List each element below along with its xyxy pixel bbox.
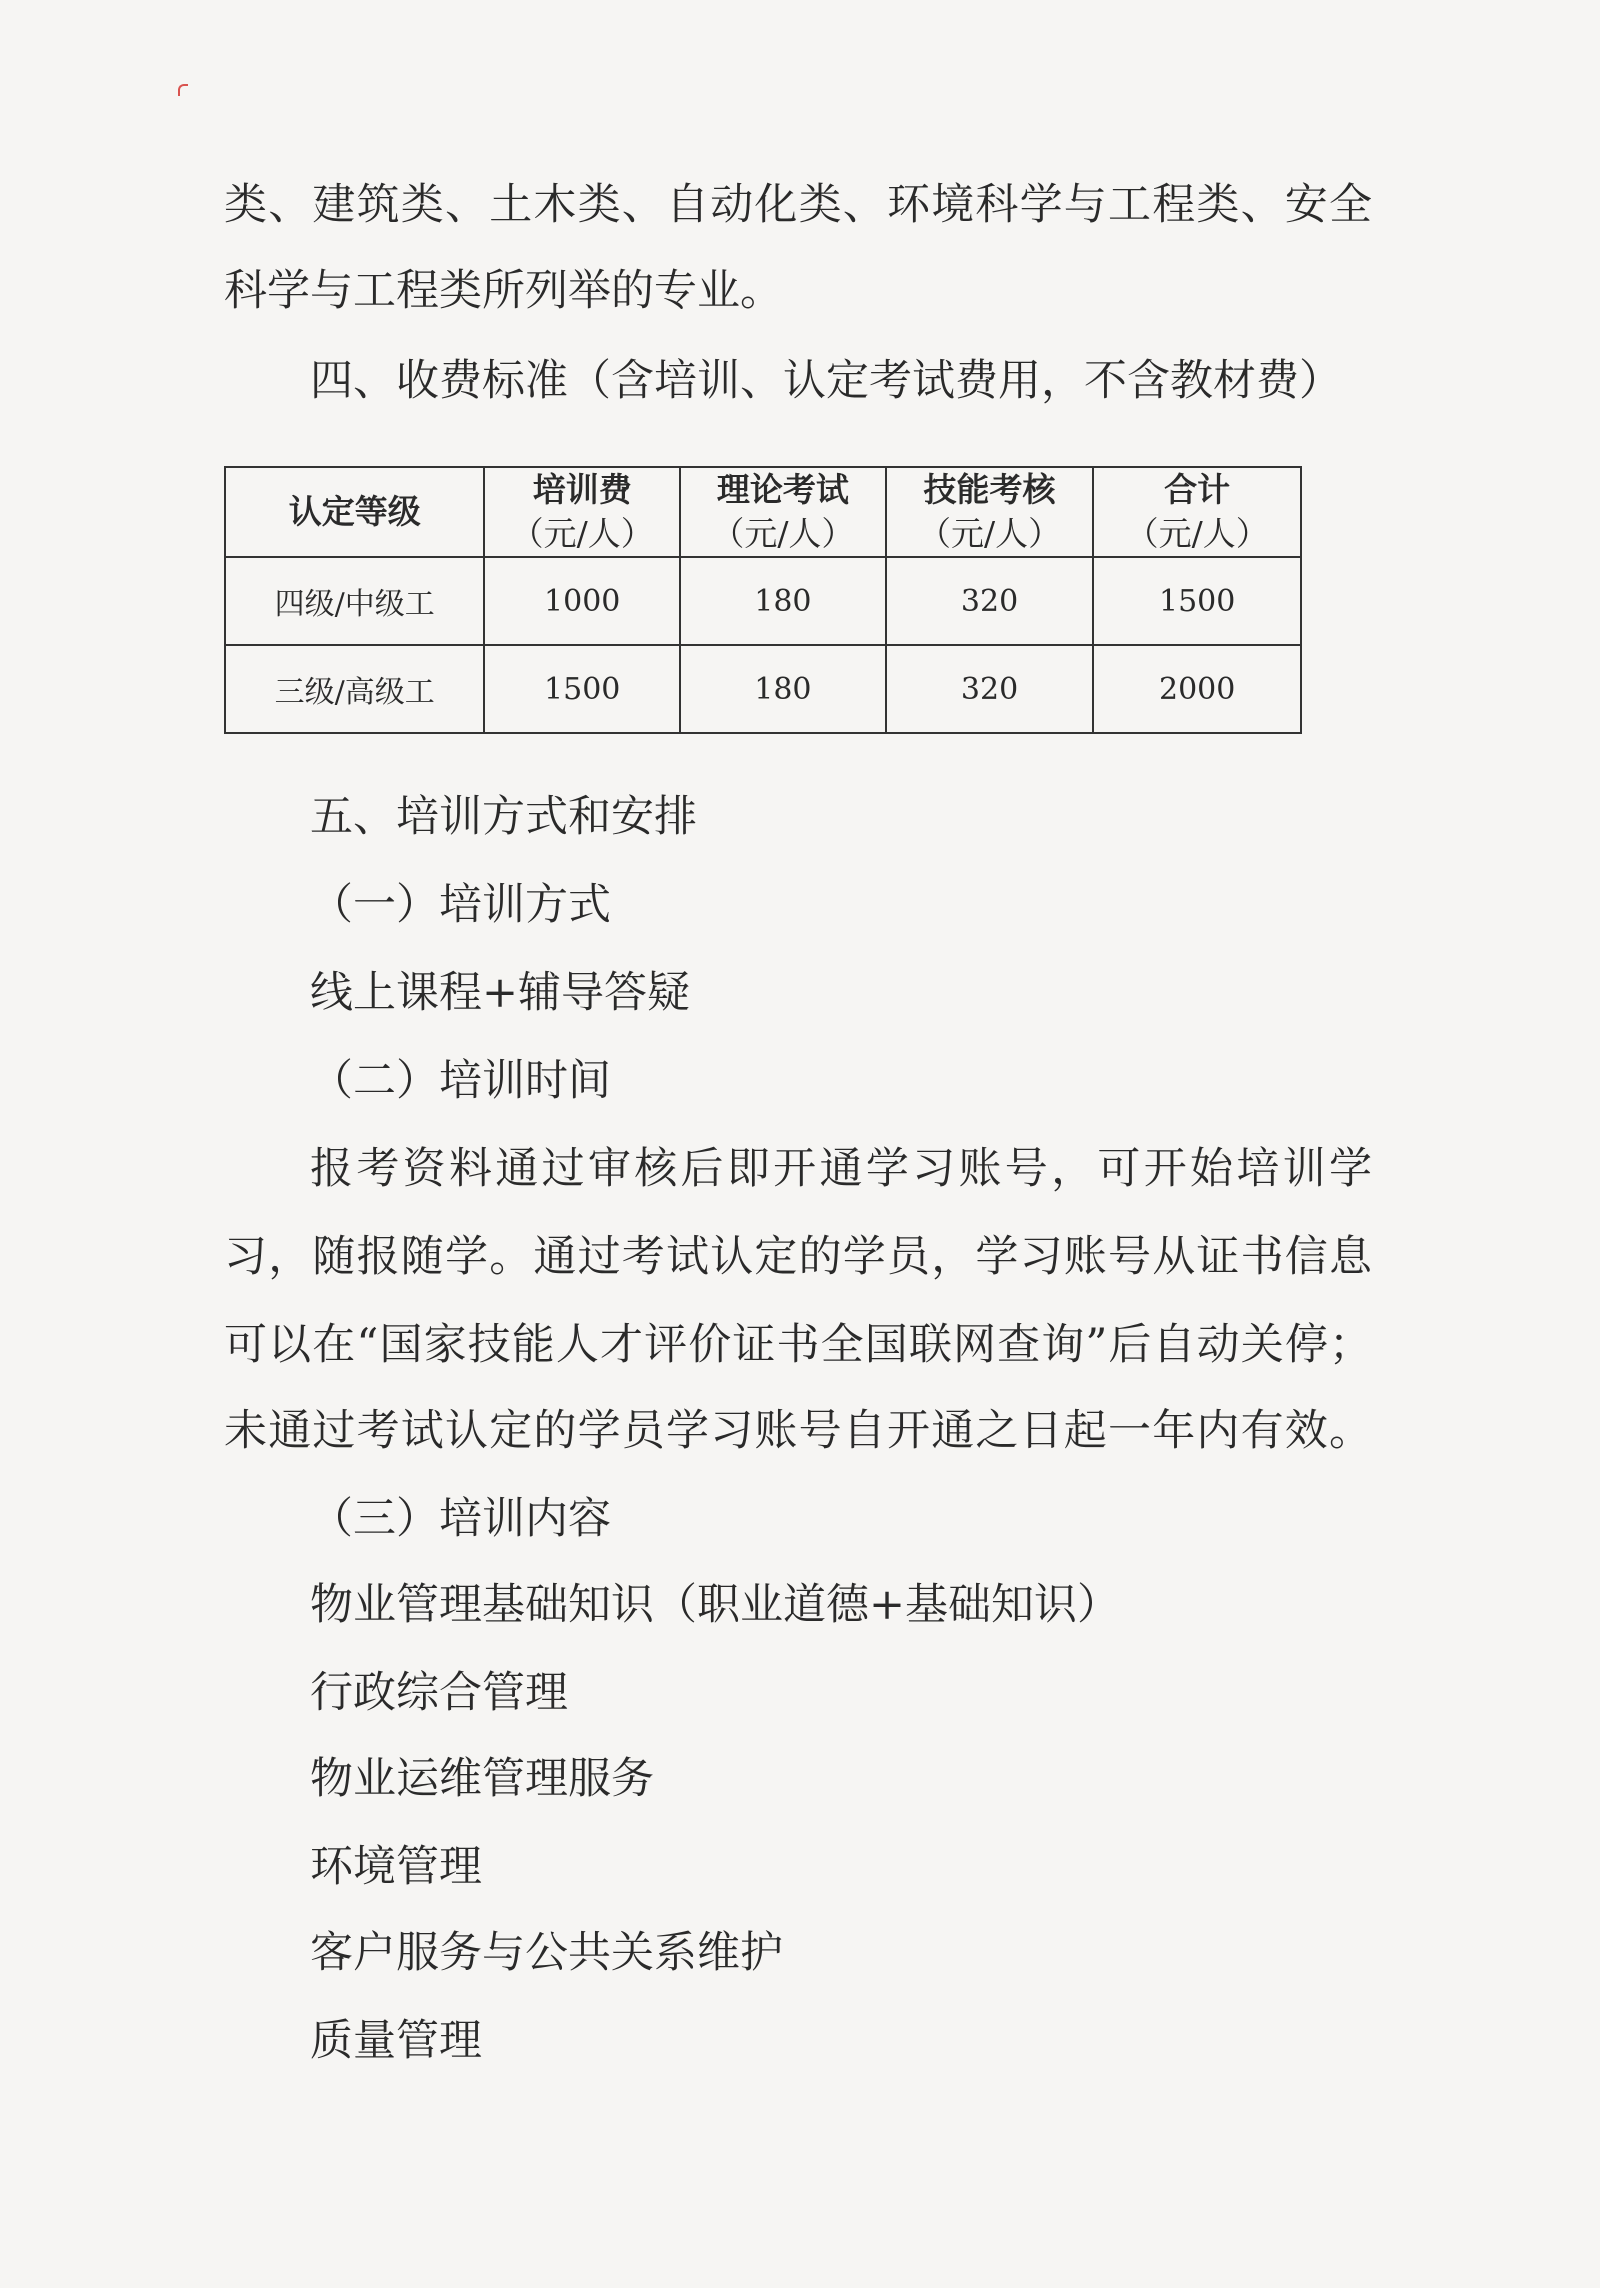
header-unit: （元/人）	[711, 514, 855, 553]
subsection-heading: （一）培训方式	[310, 880, 611, 930]
red-pen-mark	[178, 84, 188, 96]
table-cell: 320	[886, 645, 1094, 733]
table-header	[1093, 467, 1301, 557]
table-cell: 四级/中级工	[225, 557, 484, 645]
paragraph-line: 未通过考试认定的学员学习账号自开通之日起一年内有效。	[224, 1406, 1372, 1456]
header-title: 技能考核	[923, 470, 1056, 509]
section-heading: 四、收费标准（含培训、认定考试费用，不含教材费）	[310, 356, 1342, 406]
paragraph-line: 类、建筑类、土木类、自动化类、环境科学与工程类、安全	[224, 180, 1372, 230]
subsection-heading: （三）培训内容	[310, 1494, 611, 1544]
paragraph-line: 报考资料通过审核后即开通学习账号，可开始培训学	[310, 1144, 1372, 1194]
paragraph-line: 科学与工程类所列举的专业。	[224, 266, 783, 316]
paragraph-line: 习，随报随学。通过考试认定的学员，学习账号从证书信息	[224, 1232, 1372, 1282]
list-item: 环境管理	[310, 1842, 482, 1892]
table-cell: 1500	[1093, 557, 1301, 645]
header-title: 培训费	[532, 470, 632, 509]
table-header	[886, 467, 1094, 557]
header-title: 合计	[1164, 470, 1231, 509]
paragraph-line: 线上课程+辅导答疑	[310, 968, 691, 1018]
list-item: 物业管理基础知识（职业道德+基础知识）	[310, 1580, 1121, 1630]
table-header	[484, 467, 680, 557]
fee-table	[224, 466, 1302, 734]
table-cell: 2000	[1093, 645, 1301, 733]
section-heading: 五、培训方式和安排	[310, 792, 697, 842]
header-title: 认定等级	[288, 492, 421, 531]
table-cell: 三级/高级工	[225, 645, 484, 733]
table-cell: 1000	[484, 557, 680, 645]
table-cell: 1500	[484, 645, 680, 733]
list-item: 客户服务与公共关系维护	[310, 1928, 783, 1978]
paragraph-line: 可以在“国家技能人才评价证书全国联网查询”后自动关停；	[224, 1320, 1372, 1370]
table-row	[225, 645, 1301, 733]
table-row	[225, 557, 1301, 645]
subsection-heading: （二）培训时间	[310, 1056, 611, 1106]
header-unit: （元/人）	[510, 514, 654, 553]
table-header	[680, 467, 886, 557]
header-unit: （元/人）	[1125, 514, 1269, 553]
table-cell: 320	[886, 557, 1094, 645]
table-cell: 180	[680, 557, 886, 645]
table-cell: 180	[680, 645, 886, 733]
list-item: 行政综合管理	[310, 1668, 568, 1718]
list-item: 质量管理	[310, 2016, 482, 2066]
table-header	[225, 467, 484, 557]
header-unit: （元/人）	[917, 514, 1062, 553]
list-item: 物业运维管理服务	[310, 1754, 654, 1804]
table-header-row	[225, 467, 1301, 557]
header-title: 理论考试	[716, 470, 849, 509]
